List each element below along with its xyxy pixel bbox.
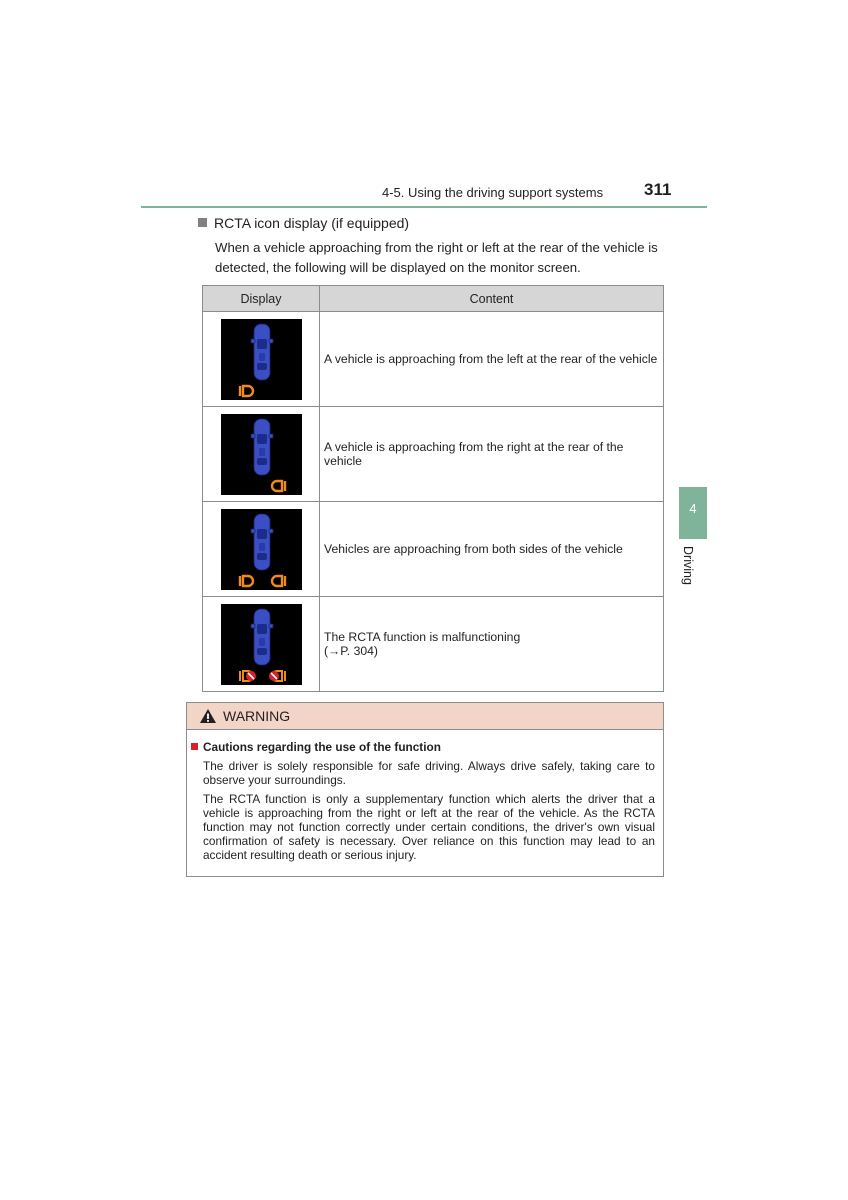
chapter-label: Driving: [681, 546, 695, 585]
bullet-square-icon: [198, 218, 207, 227]
car-rcta-malfunction-icon: [221, 604, 302, 685]
content-cell: A vehicle is approaching from the left at the rear of the vehicle: [320, 312, 664, 407]
caution-title: [191, 740, 655, 754]
table-header-row: [203, 286, 664, 312]
bullet-square-icon: [191, 743, 198, 750]
content-cell: Vehicles are approaching from both sides of the vehicle: [320, 502, 664, 597]
warning-header: [187, 703, 663, 730]
table-row: [203, 312, 664, 407]
header-divider: [141, 206, 707, 208]
chapter-tab: 4: [679, 487, 707, 539]
display-cell: [203, 312, 320, 407]
car-approach-both-icon: [221, 509, 302, 590]
column-header-display: Display: [203, 286, 320, 312]
caution-title-text: Cautions regarding the use of the function: [203, 740, 441, 754]
warning-paragraph: The driver is solely responsible for safe driving. Always drive safely, taking care to observe your surroundings.: [203, 759, 655, 787]
car-approach-right-icon: [221, 414, 302, 495]
section-title: [198, 215, 409, 231]
car-approach-left-icon: [221, 319, 302, 400]
warning-body: [187, 730, 663, 862]
content-cell: [320, 597, 664, 692]
section-title-text: RCTA icon display (if equipped): [214, 215, 410, 231]
warning-label: WARNING: [223, 708, 291, 724]
column-header-content: Content: [320, 286, 664, 312]
intro-paragraph: When a vehicle approaching from the right or left at the rear of the vehicle is detected, the following will be displayed on the monitor screen.: [215, 240, 658, 275]
page-reference: (→P. 304): [324, 644, 378, 658]
malfunction-text: The RCTA function is malfunctioning: [324, 630, 521, 644]
rcta-icon-table: [202, 285, 664, 692]
table-row: [203, 502, 664, 597]
display-cell: [203, 597, 320, 692]
section-header: 4-5. Using the driving support systems: [382, 185, 604, 200]
page-number: 311: [644, 180, 672, 199]
table-row: [203, 407, 664, 502]
warning-paragraph: The RCTA function is only a supplementary function which alerts the driver that a vehicle is approaching from the right or left at the rear of the vehicle. As the RCTA function may not function correctly under certain conditions, the driver's own visual confirmation of safety is necessary. Over reliance on this function may lead to an accident resulting death or serious injury.: [203, 792, 655, 862]
content-cell: A vehicle is approaching from the right at the rear of the vehicle: [320, 407, 664, 502]
table-row: [203, 597, 664, 692]
display-cell: [203, 502, 320, 597]
display-cell: [203, 407, 320, 502]
warning-box: [186, 702, 664, 877]
warning-triangle-icon: [199, 708, 217, 724]
